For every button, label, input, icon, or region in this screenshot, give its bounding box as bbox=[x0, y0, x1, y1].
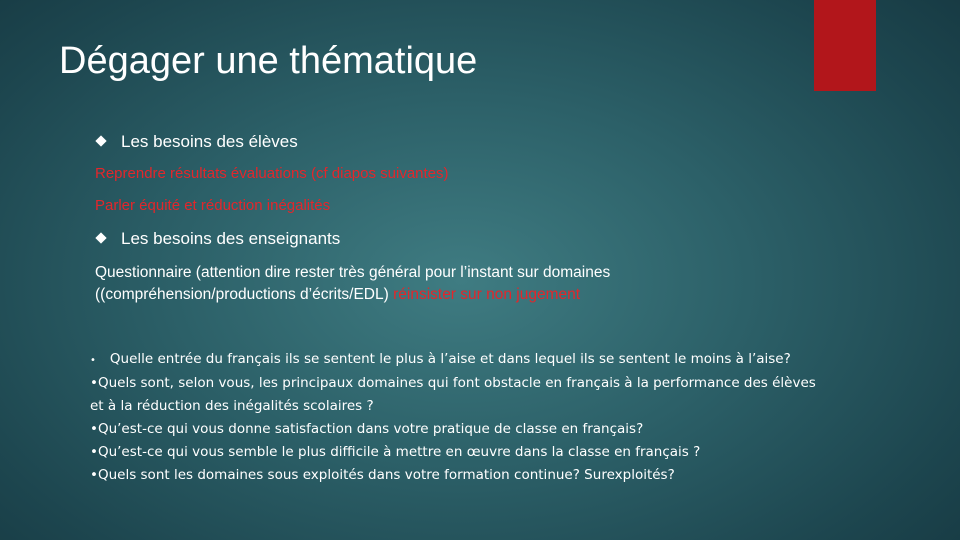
question-1-text: Quelle entrée du français ils se sentent le plus à l’aise et dans lequel ils se sentent le moins à l’aise? bbox=[109, 351, 791, 367]
question-list bbox=[90, 348, 930, 487]
bullet-dot-icon: • bbox=[90, 355, 96, 366]
questionnaire-note bbox=[95, 262, 610, 306]
slide-title: Dégager une thématique bbox=[59, 40, 478, 82]
bullet-label: Les besoins des enseignants bbox=[121, 229, 341, 248]
diamond-bullet-icon bbox=[95, 135, 106, 146]
questionnaire-reminder: réinsister sur non jugement bbox=[393, 286, 581, 303]
question-1 bbox=[90, 348, 930, 372]
question-3: •Qu’est-ce qui vous donne satisfaction dans votre pratique de classe en français? bbox=[90, 421, 644, 437]
question-5: •Quels sont les domaines sous exploités dans votre formation continue? Surexploités? bbox=[90, 467, 675, 483]
note-reprendre-resultats: Reprendre résultats évaluations (cf diapos suivantes) bbox=[95, 165, 449, 182]
question-2b: et à la réduction des inégalités scolaires ? bbox=[90, 398, 374, 414]
question-4: •Qu’est-ce qui vous semble le plus difficile à mettre en œuvre dans la classe en français ? bbox=[90, 444, 701, 460]
note-parler-equite: Parler équité et réduction inégalités bbox=[95, 197, 331, 214]
accent-bar bbox=[814, 0, 876, 91]
questionnaire-line-1: Questionnaire (attention dire rester très général pour l’instant sur domaines bbox=[95, 264, 611, 281]
diamond-bullet-icon bbox=[95, 232, 106, 243]
questionnaire-line-2 bbox=[95, 284, 610, 306]
questionnaire-domains: ((compréhension/productions d’écrits/EDL) bbox=[95, 286, 389, 303]
bullet-label: Les besoins des élèves bbox=[121, 132, 298, 151]
question-2a: •Quels sont, selon vous, les principaux domaines qui font obstacle en français à la performance des élèves bbox=[90, 375, 816, 391]
